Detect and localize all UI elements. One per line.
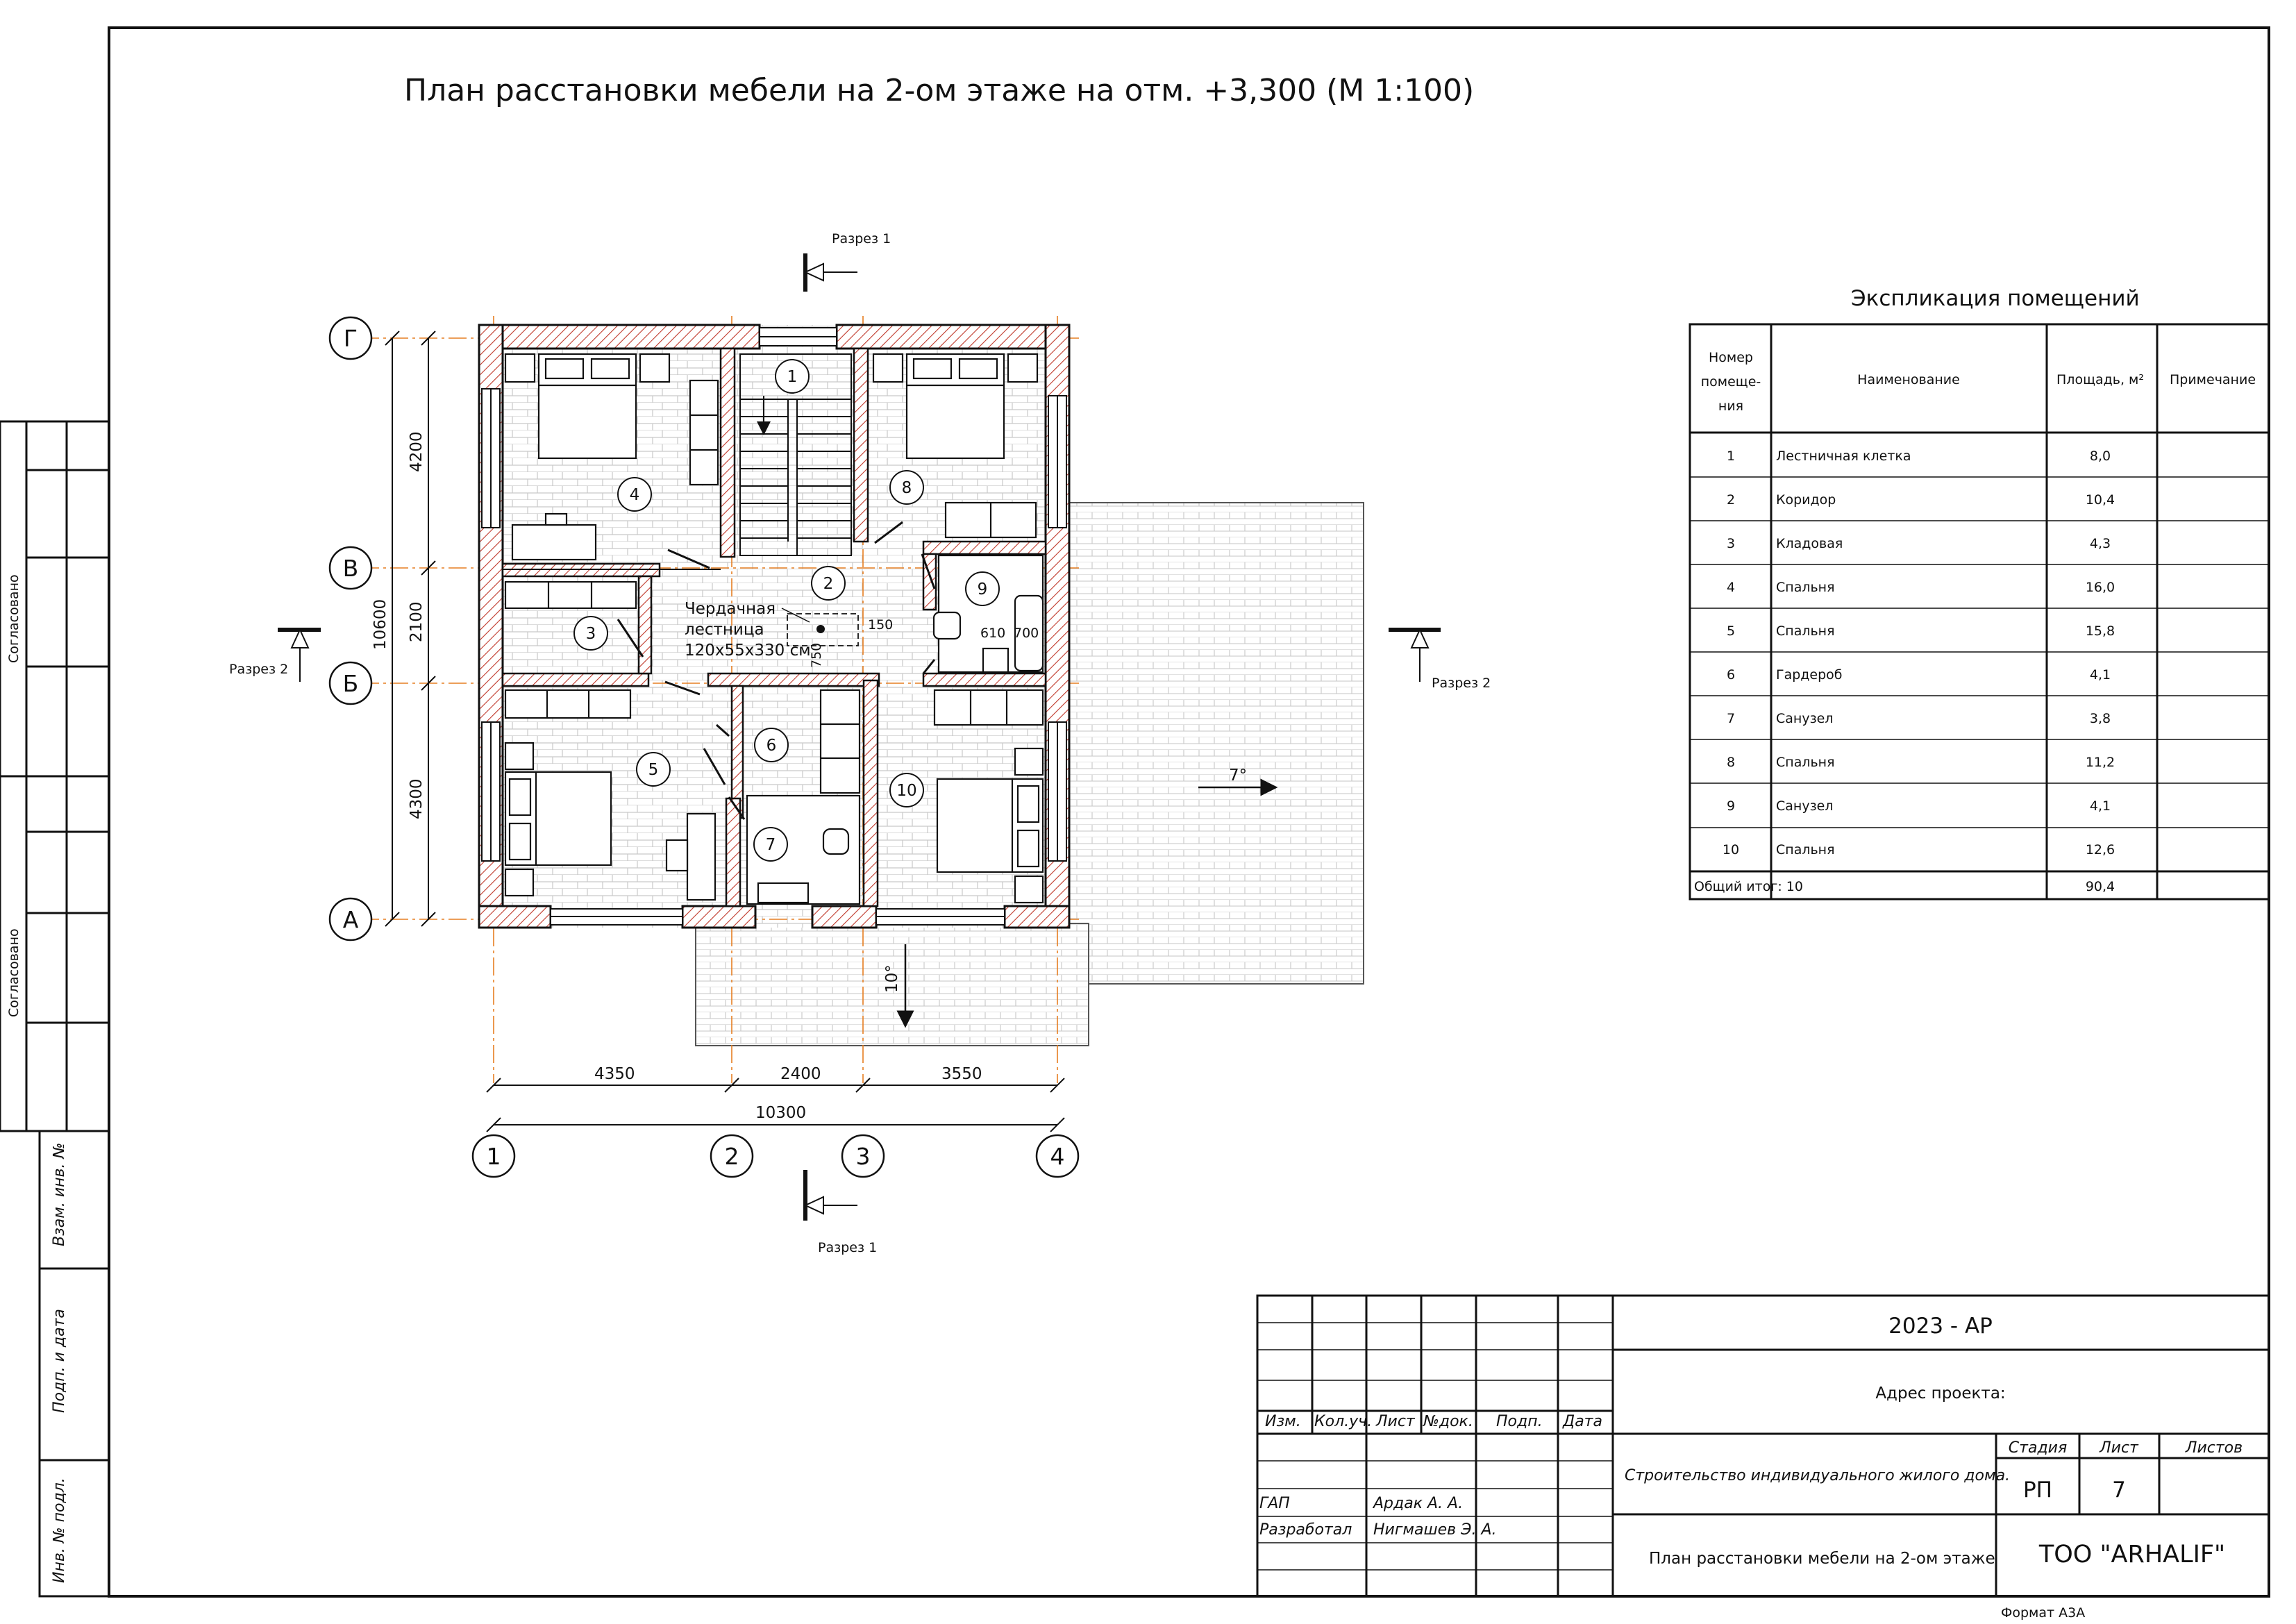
dim-700: 700 <box>1014 626 1039 641</box>
col-header-sign: Подп. <box>1496 1413 1543 1430</box>
row-name: Лестничная клетка <box>1776 449 1911 464</box>
dim-horizontal-2: 2400 <box>780 1065 821 1083</box>
row-num: 10 <box>1722 842 1740 857</box>
row-area: 4,1 <box>2089 667 2111 683</box>
axis-label-G: Г <box>343 325 358 352</box>
row-area: 3,8 <box>2089 711 2111 726</box>
agreed-label-2: Согласовано <box>6 928 22 1017</box>
section-1-bottom: Разрез 1 <box>818 1240 878 1255</box>
axis-label-2: 2 <box>724 1143 739 1170</box>
stage-label: Стадия <box>2008 1439 2068 1457</box>
explication-header-name: Наименование <box>1857 372 1960 387</box>
row-area: 8,0 <box>2089 449 2111 464</box>
explication-header-area: Площадь, м² <box>2056 372 2144 387</box>
sheet-label: Лист <box>2100 1439 2138 1457</box>
role-gap: ГАП <box>1259 1495 1290 1512</box>
row-area: 4,1 <box>2089 798 2111 814</box>
row-name: Спальня <box>1776 580 1835 595</box>
row-num: 6 <box>1726 667 1736 683</box>
row-area: 4,3 <box>2089 536 2111 551</box>
row-num: 3 <box>1726 536 1736 551</box>
project-code: 2023 - АР <box>1888 1314 1993 1339</box>
room-number-2: 2 <box>823 575 834 593</box>
roof-slope-bottom: 10° <box>883 964 901 993</box>
row-name: Санузел <box>1776 798 1834 814</box>
sheet-title: План расстановки мебели на 2-ом этаже <box>1649 1550 1995 1568</box>
dim-150: 150 <box>868 617 894 633</box>
row-name: Спальня <box>1776 623 1835 639</box>
company-name: ТОО "ARHALIF" <box>2038 1541 2226 1568</box>
dim-vertical-1: 4200 <box>408 431 426 472</box>
sign-date-label: Подп. и дата <box>51 1309 68 1413</box>
col-header-date: Дата <box>1563 1413 1602 1430</box>
row-name: Кладовая <box>1776 536 1843 551</box>
row-num: 8 <box>1726 755 1736 770</box>
room-number-1: 1 <box>787 368 798 386</box>
col-header-doc: №док. <box>1423 1413 1473 1430</box>
section-2-left: Разрез 2 <box>229 662 289 677</box>
col-header-izm: Изм. <box>1265 1413 1301 1430</box>
dim-610: 610 <box>980 626 1006 641</box>
total-area: 90,4 <box>2085 879 2115 894</box>
dim-vertical-2: 2100 <box>408 601 426 642</box>
roof-slope-right: 7° <box>1229 767 1248 785</box>
section-1-top: Разрез 1 <box>832 231 891 246</box>
dim-vertical-3: 4300 <box>408 778 426 819</box>
project-name: Строительство индивидуального жилого дома. <box>1625 1467 2011 1484</box>
row-area: 16,0 <box>2085 580 2115 595</box>
dim-horizontal-total: 10300 <box>755 1104 807 1122</box>
axis-label-A: А <box>342 906 359 933</box>
project-address: Адрес проекта: <box>1875 1384 2006 1403</box>
roof-right <box>1069 503 1364 984</box>
row-area: 11,2 <box>2085 755 2115 770</box>
row-num: 7 <box>1726 711 1736 726</box>
dim-horizontal-3: 3550 <box>941 1065 982 1083</box>
axis-label-3: 3 <box>855 1143 871 1170</box>
room-number-4: 4 <box>629 486 640 504</box>
row-num: 2 <box>1726 492 1736 508</box>
name-developer: Нигмашев Э. А. <box>1373 1521 1497 1539</box>
row-area: 10,4 <box>2085 492 2115 508</box>
explication-header-note: Примечание <box>2169 372 2256 387</box>
sheets-label: Листов <box>2185 1439 2243 1457</box>
col-header-kol: Кол.уч. <box>1314 1413 1373 1430</box>
explication-table <box>1690 286 2269 899</box>
dim-vertical-total: 10600 <box>371 598 389 650</box>
room-number-7: 7 <box>765 836 776 854</box>
name-gap: Ардак А. А. <box>1373 1495 1464 1512</box>
row-name: Гардероб <box>1776 667 1843 683</box>
room-number-8: 8 <box>901 479 912 497</box>
agreed-label-1: Согласовано <box>6 574 22 663</box>
dim-750: 750 <box>809 642 824 668</box>
row-area: 15,8 <box>2085 623 2115 639</box>
room-number-9: 9 <box>977 580 988 598</box>
room-number-6: 6 <box>766 737 777 755</box>
inv-original-label: Инв. № подл. <box>51 1477 68 1583</box>
col-header-list: Лист <box>1376 1413 1415 1430</box>
row-name: Санузел <box>1776 711 1834 726</box>
attic-ladder-label-1: Чердачная <box>685 600 776 618</box>
format-label: Формат А3А <box>2001 1605 2086 1621</box>
stage-value: РП <box>2022 1477 2053 1502</box>
attic-ladder-label-2: лестница <box>685 621 764 639</box>
axis-label-B: Б <box>342 670 359 697</box>
axis-label-4: 4 <box>1050 1143 1065 1170</box>
total-label: Общий итог: 10 <box>1694 879 1803 894</box>
axis-label-1: 1 <box>486 1143 501 1170</box>
explication-title: Экспликация помещений <box>1851 286 2140 311</box>
section-2-right: Разрез 2 <box>1432 676 1491 691</box>
interchange-label: Взам. инв. № <box>51 1142 68 1246</box>
room-number-5: 5 <box>648 761 659 779</box>
row-name: Коридор <box>1776 492 1836 508</box>
row-name: Спальня <box>1776 755 1835 770</box>
row-num: 1 <box>1726 449 1736 464</box>
drawing-title: План расстановки мебели на 2-ом этаже на отм. +3,300 (М 1:100) <box>404 73 1475 108</box>
room-number-10: 10 <box>896 782 917 800</box>
row-num: 9 <box>1726 798 1736 814</box>
axis-label-V: В <box>342 555 359 582</box>
title-block <box>1257 1296 2269 1596</box>
dim-horizontal-1: 4350 <box>594 1065 635 1083</box>
role-developer: Разработал <box>1259 1521 1352 1539</box>
floor-plan <box>229 231 1491 1255</box>
row-num: 4 <box>1726 580 1736 595</box>
explication-header-num: Номер помеще-ния <box>1700 350 1761 414</box>
attic-ladder-label-3: 120х55х330 см <box>685 642 811 660</box>
row-name: Спальня <box>1776 842 1835 857</box>
row-num: 5 <box>1726 623 1736 639</box>
row-area: 12,6 <box>2085 842 2115 857</box>
room-number-3: 3 <box>585 625 596 643</box>
sheet-value: 7 <box>2112 1477 2126 1502</box>
